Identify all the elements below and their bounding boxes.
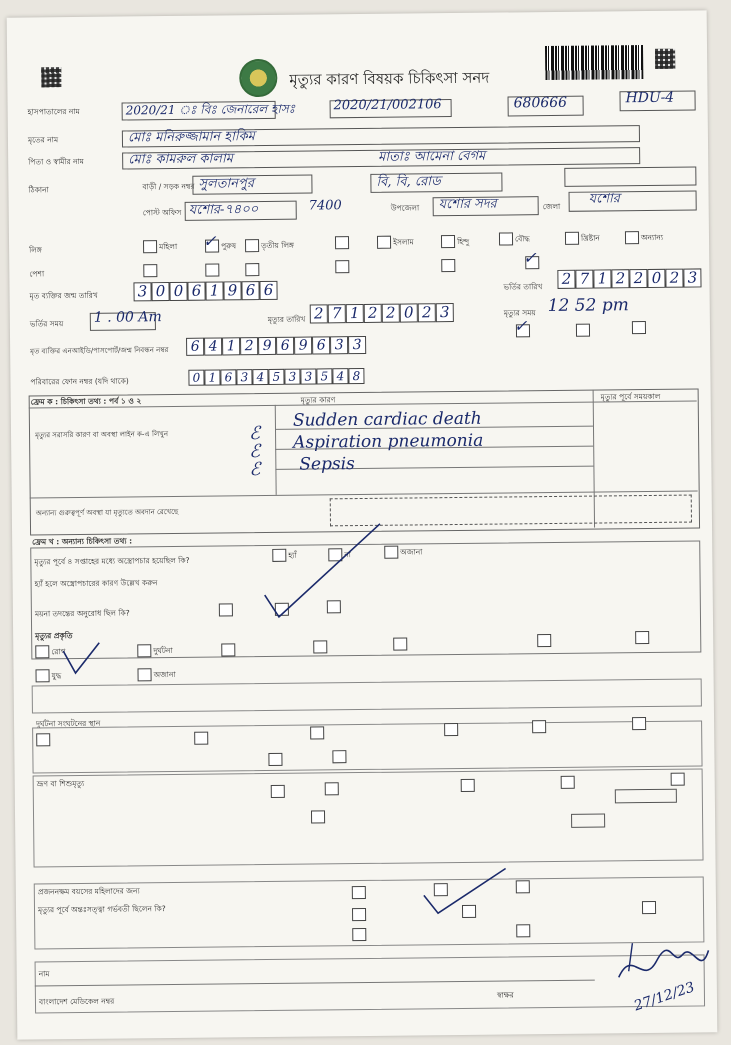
occupation-label: পেশা	[29, 269, 45, 279]
death-time-value: 12 52 pm	[547, 295, 629, 317]
phone-cells-digit[interactable]: 6	[220, 369, 236, 385]
district-label: জেলা	[542, 201, 561, 212]
adm-cells-digit[interactable]: 2	[629, 269, 647, 288]
government-seal-icon	[239, 59, 277, 97]
phone-cells-digit[interactable]: 1	[204, 369, 220, 385]
nid-cells-digit[interactable]: 2	[240, 337, 258, 355]
nid-cells[interactable]	[186, 336, 366, 356]
adm-cells-digit[interactable]: 7	[575, 270, 593, 289]
pregnant-question: মৃত্যুর পূর্বে অন্তঃসত্ত্বা গর্ভবতী ছিলেন কি?	[37, 904, 166, 915]
adm-cells-digit[interactable]: 0	[647, 269, 665, 288]
dob-cells-digit[interactable]: 0	[169, 282, 187, 301]
admission-time-label: ভর্তির সময়	[29, 319, 64, 329]
manner-unknown-option: অজানা	[153, 669, 176, 680]
manner-disease-check-icon	[61, 637, 101, 677]
death-reg-value: 680666	[513, 94, 568, 112]
surgery-unknown-option: অজানা	[400, 547, 423, 557]
surgery-no-option: না	[344, 550, 352, 560]
hospital-reg-value: 2020/21/002106	[333, 97, 442, 114]
sex-female-option: মহিলা	[159, 241, 178, 252]
bracket-b-icon: ℰ	[249, 441, 261, 463]
autopsy-yes-checkbox[interactable]	[219, 603, 233, 616]
fetal-multiple-no-checkbox[interactable]	[325, 782, 339, 795]
hospital-name-label: হাসপাতালের নাম	[27, 106, 80, 117]
father-label: পিতা ও স্বামীর নাম	[28, 156, 84, 167]
ward-no-field[interactable]	[564, 166, 696, 186]
cause-c-value: Sepsis	[299, 454, 355, 475]
religion-buddhist-option: বৌদ্ধ	[514, 234, 530, 244]
district-value: যশোর	[588, 191, 621, 207]
fetal-stillborn-yes-checkbox[interactable]	[461, 779, 475, 792]
adm-cells-digit[interactable]: 3	[683, 268, 701, 287]
place-farm-checkbox[interactable]	[268, 753, 282, 766]
occupation-check-icon: ✓	[523, 248, 537, 268]
adm-cells-digit[interactable]: 2	[611, 269, 629, 288]
phone-cells-digit[interactable]: 8	[348, 368, 364, 384]
dob-cells-digit[interactable]: 6	[259, 281, 277, 300]
signature-label: স্বাক্ষর	[496, 990, 514, 1000]
place-label: দুর্ঘটনা সংঘটনের স্থান	[36, 718, 101, 729]
nid-cells-digit[interactable]: 6	[312, 336, 330, 354]
house-value: সুলতানপুর	[198, 176, 255, 192]
sex-female-checkbox[interactable]	[143, 240, 157, 253]
sex-male-option: পুরুষ	[221, 241, 237, 251]
phone-cells-digit[interactable]: 4	[332, 368, 348, 384]
manner-heading: মৃত্যুর প্রকৃতি	[35, 631, 73, 641]
manner-poison-checkbox[interactable]	[313, 640, 327, 653]
phone-cells-digit[interactable]: 3	[284, 369, 300, 385]
birth-weight-field[interactable]	[615, 789, 677, 804]
fetal-hours-checkbox[interactable]	[311, 810, 325, 823]
qr-code-icon-right	[655, 49, 675, 69]
occupation-4-checkbox[interactable]	[335, 260, 349, 273]
sex-third-checkbox[interactable]	[245, 239, 259, 252]
part1-heading: ফ্রেম ক : চিকিৎসা তথ্য : পর্ব ১ ও ২	[30, 396, 142, 407]
manner-disease-option: রোগ	[51, 647, 66, 657]
dob-cells-digit[interactable]: 6	[187, 282, 205, 301]
bracket-c-icon: ℰ	[249, 459, 261, 481]
sex-label: লিঙ্গ	[29, 245, 42, 255]
autopsy-no-check-icon	[256, 520, 387, 621]
fetal-heading: ভ্রূণ বা শিশুমৃত্যু	[36, 778, 85, 789]
occupation-1-checkbox[interactable]	[143, 264, 157, 277]
nid-cells-digit[interactable]: 3	[330, 336, 348, 354]
qr-code-icon	[41, 67, 61, 87]
dob-cells-digit[interactable]: 9	[223, 281, 241, 300]
bracket-a-icon: ℰ	[248, 423, 261, 445]
place-street-checkbox[interactable]	[532, 720, 546, 733]
dob-cells-digit[interactable]: 0	[151, 282, 169, 301]
manner-assault-checkbox[interactable]	[221, 643, 235, 656]
dob-cells[interactable]	[133, 281, 277, 302]
union-value: বি, বি, রোড	[376, 174, 441, 190]
phone-cells-digit[interactable]: 0	[188, 370, 204, 386]
death-cells-digit[interactable]: 0	[400, 303, 418, 322]
death-cells-digit[interactable]: 7	[328, 304, 346, 323]
death-cells-digit[interactable]: 3	[436, 303, 454, 322]
sex-male-check-icon: ✓	[202, 231, 217, 251]
barcode-icon	[545, 45, 643, 80]
pregnant-contrib-no-checkbox[interactable]	[516, 924, 530, 937]
fetal-multiple-yes-checkbox[interactable]	[271, 785, 285, 798]
death-cells-digit[interactable]: 2	[382, 304, 400, 323]
death-cells-digit[interactable]: 2	[364, 304, 382, 323]
father-value: মোঃ কামরুল কালাম	[128, 151, 233, 168]
religion-christian-checkbox[interactable]	[565, 232, 579, 245]
dob-cells-digit[interactable]: 3	[133, 282, 151, 301]
phone-cells[interactable]	[188, 368, 364, 386]
accident-description-field[interactable]	[32, 678, 702, 713]
surgery-yes-option: হ্যাঁ	[288, 550, 297, 560]
nid-cells-digit[interactable]: 1	[222, 337, 240, 355]
mother-checkbox[interactable]	[632, 321, 646, 334]
pregnant-time-3-checkbox[interactable]	[642, 901, 656, 914]
nid-cells-digit[interactable]: 9	[258, 337, 276, 355]
manner-suicide-checkbox[interactable]	[393, 638, 407, 651]
place-residential-checkbox[interactable]	[194, 732, 208, 745]
adm-cells-digit[interactable]: 2	[557, 270, 575, 289]
upazila-label: উপজেলা	[390, 203, 420, 213]
nid-cells-digit[interactable]: 6	[276, 337, 294, 355]
manner-pending-checkbox[interactable]	[537, 634, 551, 647]
nid-label: মৃত ব্যক্তির এনআইডি/পাসপোর্ট/জন্ম নিবন্ধন নম্বর	[30, 346, 169, 356]
phone-cells-digit[interactable]: 5	[268, 369, 284, 385]
occupation-3-checkbox[interactable]	[245, 263, 259, 276]
phone-label: পরিবারের ফোন নম্বর (যদি থাকে)	[30, 376, 129, 387]
occupation-2-checkbox[interactable]	[205, 263, 219, 276]
frame-b-heading: ফ্রেম খ : অন্যান্য চিকিৎসা তথ্য :	[32, 536, 133, 547]
death-cells-digit[interactable]: 1	[346, 304, 364, 323]
death-date-cells[interactable]	[310, 303, 454, 324]
admission-date-cells[interactable]	[557, 268, 701, 289]
religion-buddhist-checkbox[interactable]	[499, 232, 513, 245]
form-title: মৃত্যুর কারণ বিষয়ক চিকিৎসা সনদ	[289, 68, 490, 89]
upazila-value: যশোর সদর	[438, 196, 497, 213]
hospital-code-value: 2020/21 ঃ বিঃ জেনারেল হাসঃ	[125, 101, 296, 118]
stillborn-checkbox[interactable]	[576, 324, 590, 337]
interval-column-header: মৃত্যুর পূর্বে সময়কাল	[600, 391, 661, 402]
part1-description: মৃত্যুর সরাসরি কারণ বা অবস্থা লাইন ক-এ লিখুন	[35, 430, 169, 440]
place-trade-checkbox[interactable]	[632, 717, 646, 730]
phone-cells-digit[interactable]: 3	[300, 368, 316, 384]
phone-cells-digit[interactable]: 4	[252, 369, 268, 385]
autopsy-question: ময়না তদন্তের অনুরোধ ছিল কি?	[34, 608, 130, 619]
place-home-checkbox[interactable]	[36, 733, 50, 746]
occupation-5-checkbox[interactable]	[441, 259, 455, 272]
fetal-stillborn-no-checkbox[interactable]	[561, 776, 575, 789]
place-sports-checkbox[interactable]	[444, 723, 458, 736]
post-office-label: পোস্ট অফিস	[142, 207, 182, 218]
nid-cells-digit[interactable]: 4	[204, 337, 222, 355]
manner-war-option: যুদ্ধ	[51, 671, 62, 681]
religion-islam-option: ইসলাম	[392, 237, 414, 247]
pregnant-contrib-yes-checkbox[interactable]	[352, 928, 366, 941]
religion-hindu-option: হিন্দু	[456, 236, 470, 246]
religion-christian-option: খ্রিষ্টান	[580, 233, 600, 243]
post-office-value: যশোর-৭৪০০	[188, 202, 259, 218]
manner-unknown-checkbox[interactable]	[137, 668, 151, 681]
sex-third-option: তৃতীয় লিঙ্গ	[261, 240, 295, 251]
phone-cells-digit[interactable]: 5	[316, 368, 332, 384]
house-label: বাড়ী / সড়ক নম্বর	[142, 181, 195, 192]
religion-others-checkbox[interactable]	[625, 231, 639, 244]
deceased-check-icon: ✓	[513, 316, 528, 336]
cause-column-header: মৃত্যুর কারণ	[300, 395, 336, 405]
registration-label: বাংলাদেশ মেডিকেল নম্বর	[38, 996, 115, 1007]
pregnant-unknown-checkbox[interactable]	[516, 880, 530, 893]
cause-b-value: Aspiration pneumonia	[293, 430, 484, 453]
deceased-name-label: মৃতের নাম	[27, 135, 59, 145]
adm-cells-digit[interactable]: 1	[593, 269, 611, 288]
phone-cells-digit[interactable]: 3	[236, 369, 252, 385]
nid-cells-digit[interactable]: 9	[294, 337, 312, 355]
religion-others-option: অন্যান্য	[640, 232, 664, 243]
adm-cells-digit[interactable]: 2	[665, 269, 683, 288]
part2-description: অন্যান্য গুরুত্বপূর্ণ অবস্থা যা মৃত্যুতে অবদান রেখেছে	[35, 507, 179, 518]
doctor-name-label: নাম	[38, 969, 50, 979]
surgery-reason-label: হ্যাঁ হলে অস্ত্রোপচারের কারণ উল্লেখ করুন	[34, 578, 158, 589]
address-label: ঠিকানা	[28, 185, 49, 195]
manner-accident-option: দুর্ঘটনা	[153, 645, 173, 656]
manner-other-checkbox[interactable]	[635, 631, 649, 644]
pregnant-no-check-icon	[420, 864, 511, 917]
place-table	[32, 720, 702, 773]
cause-a-value: Sudden cardiac death	[292, 408, 482, 431]
pregnant-yes-checkbox[interactable]	[352, 886, 366, 899]
pregnant-time-1-checkbox[interactable]	[352, 908, 366, 921]
certificate-sheet	[7, 10, 718, 1039]
surgery-question: মৃত্যুর পূর্বে ৪ সপ্তাহের মধ্যে অস্ত্রোপচার হয়েছিল কি?	[34, 555, 190, 567]
dob-cells-digit[interactable]: 6	[241, 281, 259, 300]
death-time-label: মৃত্যুর সময়	[503, 308, 536, 318]
religion-other-checkbox[interactable]	[335, 236, 349, 249]
manner-disease-checkbox[interactable]	[35, 645, 49, 658]
death-date-label: মৃত্যুর তারিখ	[267, 314, 306, 324]
place-school-checkbox[interactable]	[310, 726, 324, 739]
manner-war-checkbox[interactable]	[35, 669, 49, 682]
admission-date-label: ভর্তির তারিখ	[503, 282, 543, 292]
mother-value: মাতাঃ আমেনা বেগম	[378, 148, 486, 165]
post-code-value: 7400	[308, 198, 342, 214]
dob-cells-digit[interactable]: 1	[205, 281, 223, 300]
ward-value: HDU-4	[625, 89, 675, 107]
death-cells-digit[interactable]: 2	[310, 304, 328, 323]
signature-date-value: 27/12/23	[632, 979, 697, 1015]
admission-time-value: 1 . 00 Am	[93, 309, 162, 326]
nid-cells-digit[interactable]: 3	[348, 336, 366, 354]
dob-label: মৃত ব্যক্তির জন্ম তারিখ	[29, 290, 98, 301]
place-other-checkbox[interactable]	[332, 750, 346, 763]
mother-age-field[interactable]	[571, 813, 605, 827]
death-cells-digit[interactable]: 2	[418, 303, 436, 322]
fetal-unknown-checkbox[interactable]	[671, 773, 685, 786]
religion-islam-checkbox[interactable]	[377, 236, 391, 249]
nid-cells-digit[interactable]: 6	[186, 338, 204, 356]
maternal-heading: প্রজননক্ষম বয়সের মহিলাদের জন্য	[37, 886, 140, 897]
deceased-name-value: মোঃ মনিরুজ্জামান হাকিম	[127, 129, 255, 146]
religion-hindu-checkbox[interactable]	[441, 235, 455, 248]
manner-accident-checkbox[interactable]	[137, 644, 151, 657]
